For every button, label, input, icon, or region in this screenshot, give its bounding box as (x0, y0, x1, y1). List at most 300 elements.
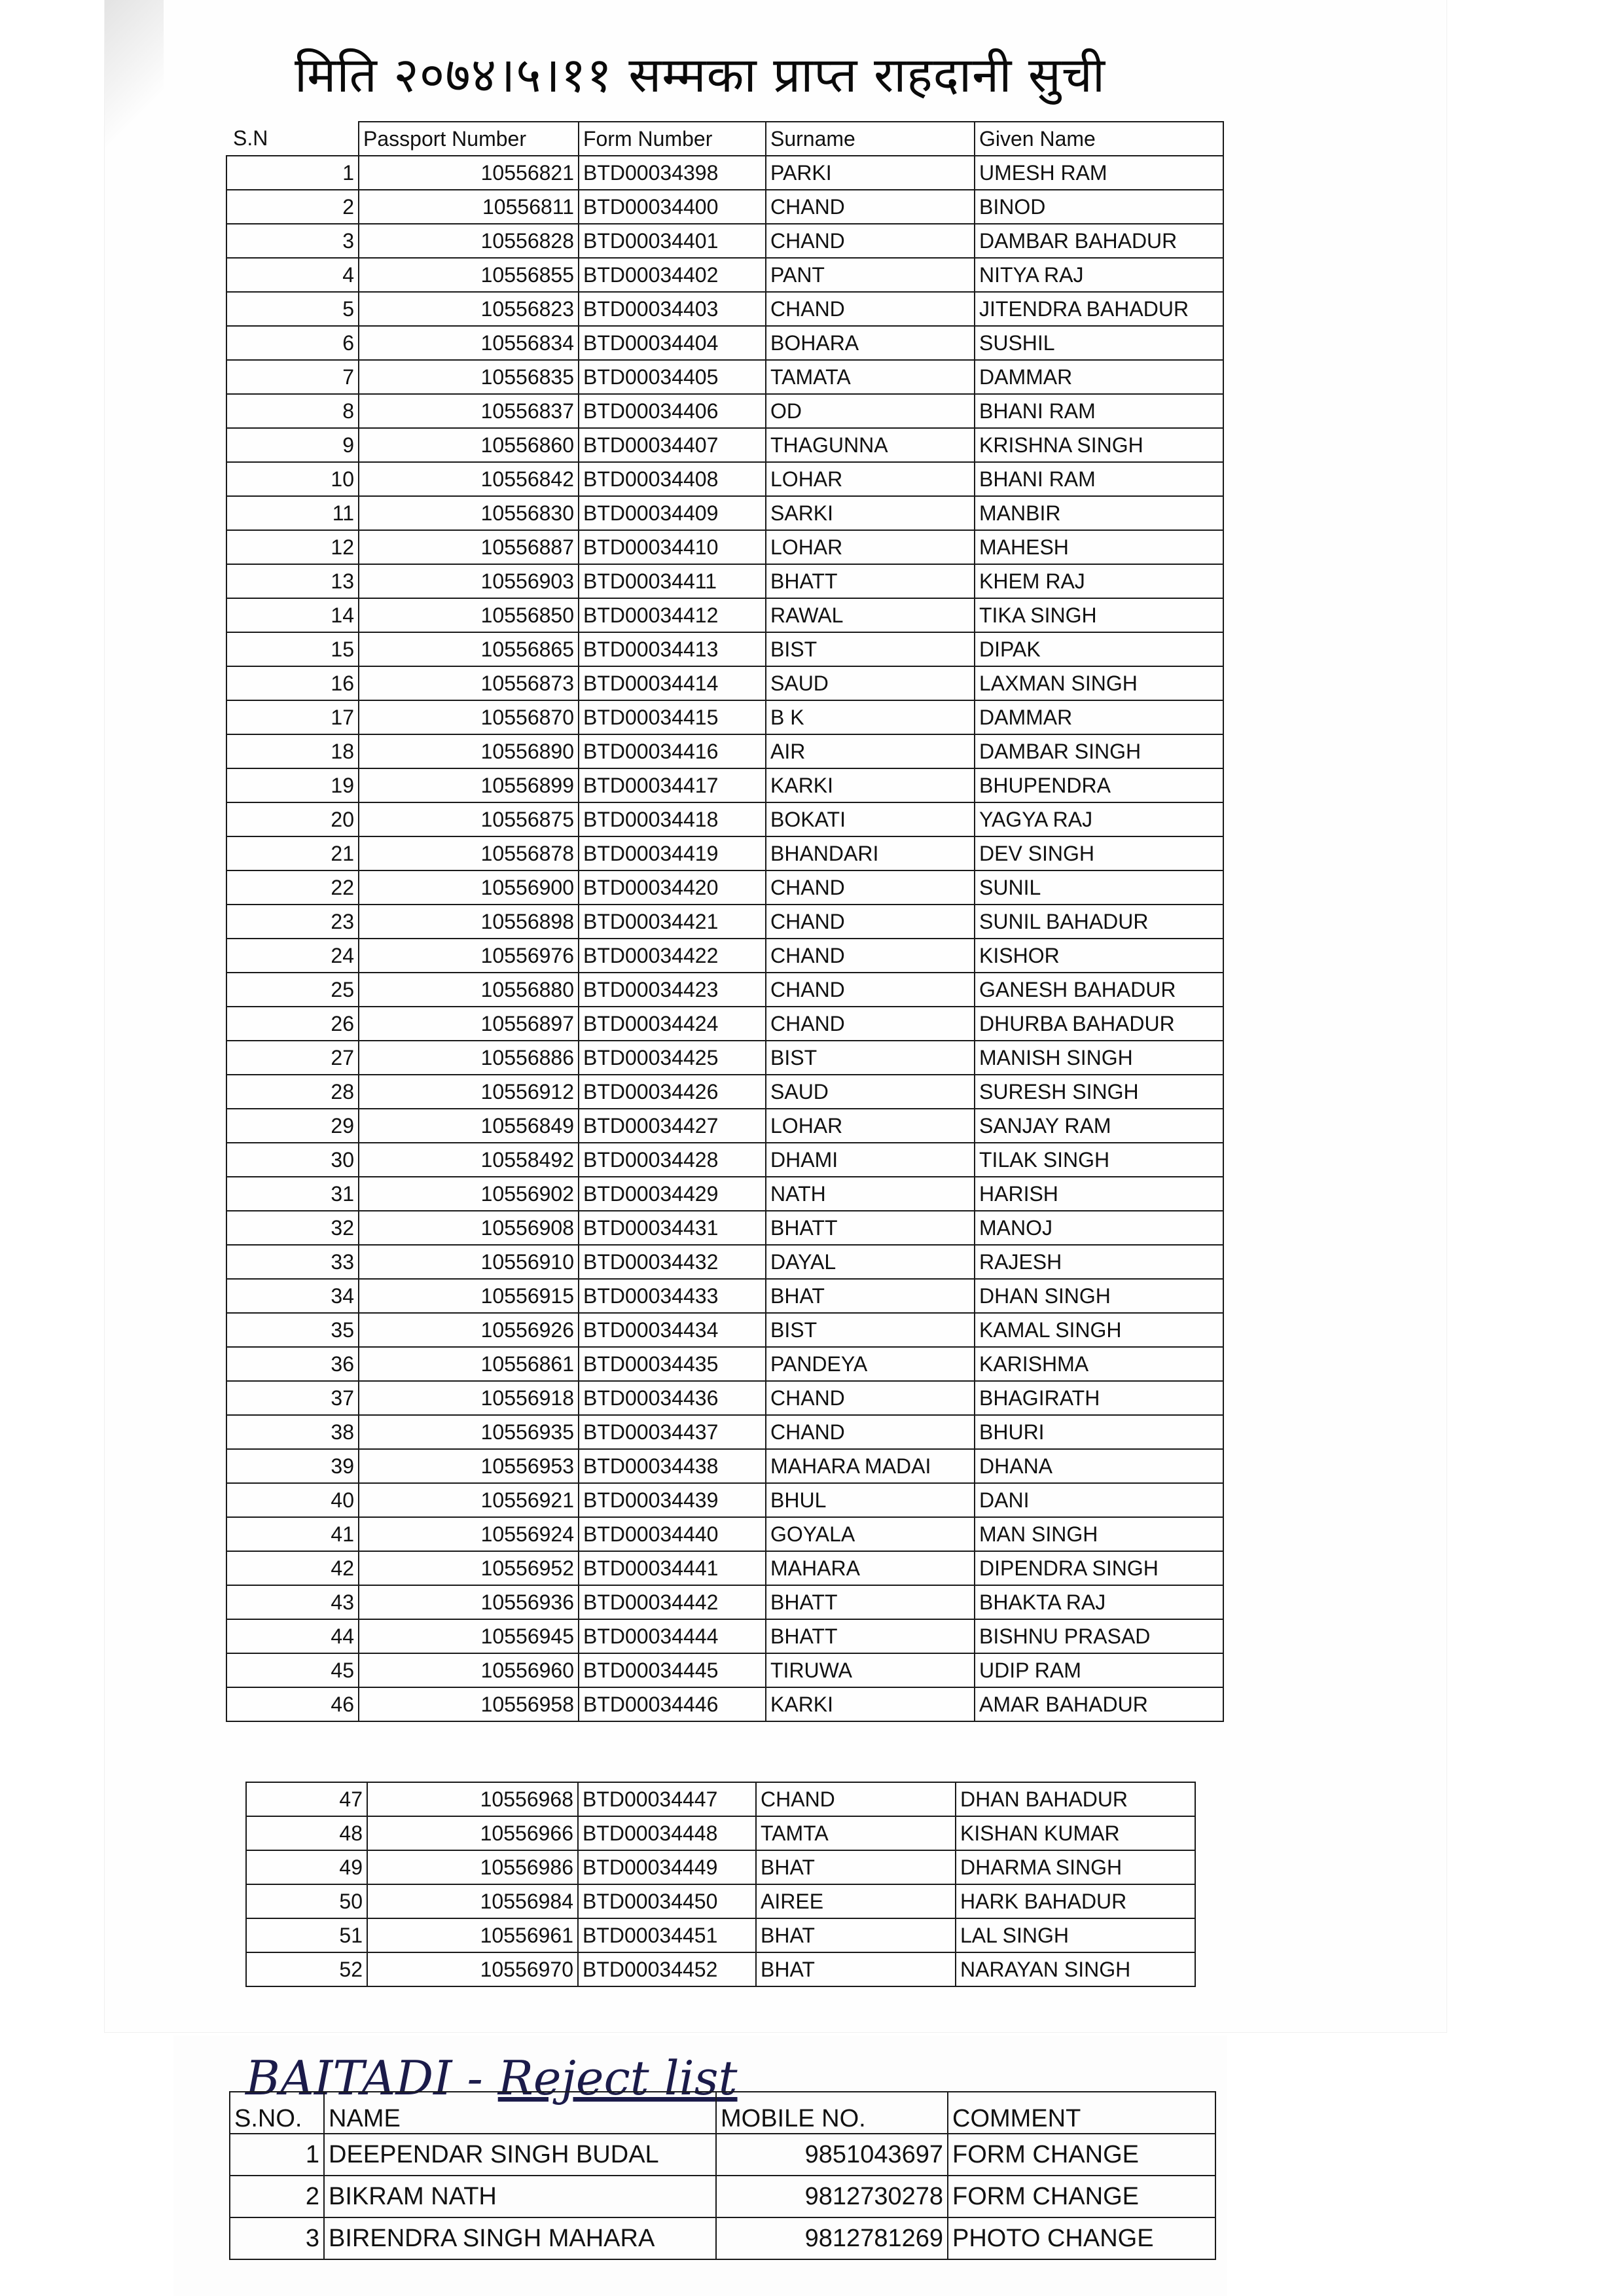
cell-surname: DHAMI (766, 1143, 975, 1177)
cell-form-number: BTD00034435 (579, 1347, 766, 1381)
cell-form-number: BTD00034449 (578, 1850, 756, 1884)
cell-given-name: NITYA RAJ (975, 258, 1223, 292)
handwritten-separator: - (452, 2051, 498, 2106)
cell-passport-number: 10556898 (359, 905, 579, 939)
cell-form-number: BTD00034419 (579, 836, 766, 870)
cell-sn: 50 (246, 1884, 367, 1918)
cell-sn: 48 (246, 1816, 367, 1850)
cell-passport-number: 10556924 (359, 1517, 579, 1551)
cell-form-number: BTD00034411 (579, 564, 766, 598)
cell-form-number: BTD00034423 (579, 973, 766, 1007)
cell-passport-number: 10558492 (359, 1143, 579, 1177)
cell-surname: RAWAL (766, 598, 975, 632)
header-surname: Surname (766, 122, 975, 156)
cell-passport-number: 10556850 (359, 598, 579, 632)
cell-form-number: BTD00034414 (579, 666, 766, 700)
cell-given-name: BHURI (975, 1415, 1223, 1449)
cell-passport-number: 10556887 (359, 530, 579, 564)
cell-surname: CHAND (766, 905, 975, 939)
cell-passport-number: 10556861 (359, 1347, 579, 1381)
table-row (226, 768, 1223, 802)
page-title: मिति २०७४।५।११ सम्मका प्राप्त राहदानी सुची (295, 47, 1106, 103)
cell-passport-number: 10556912 (359, 1075, 579, 1109)
table-row (226, 802, 1223, 836)
cell-given-name: MANISH SINGH (975, 1041, 1223, 1075)
cell-surname: OD (766, 394, 975, 428)
cell-surname: AIR (766, 734, 975, 768)
cell-form-number: BTD00034444 (579, 1619, 766, 1653)
cell-surname: MAHARA (766, 1551, 975, 1585)
cell-given-name: SUNIL (975, 870, 1223, 905)
table-row (226, 1551, 1223, 1585)
cell-sn: 27 (226, 1041, 359, 1075)
cell-passport-number: 10556926 (359, 1313, 579, 1347)
cell-sn: 18 (226, 734, 359, 768)
cell-given-name: MANBIR (975, 496, 1223, 530)
cell-form-number: BTD00034415 (579, 700, 766, 734)
cell-surname: MAHARA MADAI (766, 1449, 975, 1483)
cell-given-name: LAL SINGH (956, 1918, 1195, 1952)
table-row (230, 2134, 1215, 2176)
table-row (226, 666, 1223, 700)
cell-given-name: BISHNU PRASAD (975, 1619, 1223, 1653)
table-row (226, 258, 1223, 292)
cell-sn: 33 (226, 1245, 359, 1279)
table-row (230, 2176, 1215, 2217)
cell-given-name: TIKA SINGH (975, 598, 1223, 632)
cell-sn: 3 (226, 224, 359, 258)
table-row (226, 156, 1223, 190)
cell-given-name: SANJAY RAM (975, 1109, 1223, 1143)
cell-sn: 42 (226, 1551, 359, 1585)
cell-sn: 11 (226, 496, 359, 530)
cell-sn: 41 (226, 1517, 359, 1551)
table-row (226, 1653, 1223, 1687)
cell-given-name: DHAN BAHADUR (956, 1782, 1195, 1816)
cell-given-name: DIPENDRA SINGH (975, 1551, 1223, 1585)
header-form-number: Form Number (579, 122, 766, 156)
cell-given-name: KHEM RAJ (975, 564, 1223, 598)
cell-surname: PARKI (766, 156, 975, 190)
reject-table-body (230, 2134, 1215, 2259)
cell-sn: 43 (226, 1585, 359, 1619)
reject-cell-sn: 3 (230, 2217, 324, 2259)
cell-passport-number: 10556902 (359, 1177, 579, 1211)
cell-given-name: DAMBAR SINGH (975, 734, 1223, 768)
cell-given-name: UDIP RAM (975, 1653, 1223, 1687)
table-row (226, 1075, 1223, 1109)
cell-passport-number: 10556865 (359, 632, 579, 666)
reject-cell-name: DEEPENDAR SINGH BUDAL (324, 2134, 716, 2176)
cell-sn: 14 (226, 598, 359, 632)
table-row (226, 632, 1223, 666)
cell-given-name: KISHOR (975, 939, 1223, 973)
cell-form-number: BTD00034420 (579, 870, 766, 905)
table-row (246, 1850, 1195, 1884)
cell-passport-number: 10556935 (359, 1415, 579, 1449)
table-row (226, 905, 1223, 939)
table-row (246, 1782, 1195, 1816)
cell-surname: SAUD (766, 666, 975, 700)
cell-passport-number: 10556960 (359, 1653, 579, 1687)
cell-surname: PANDEYA (766, 1347, 975, 1381)
cell-sn: 8 (226, 394, 359, 428)
cell-surname: BOHARA (766, 326, 975, 360)
table-row (226, 1211, 1223, 1245)
table-row (226, 1517, 1223, 1551)
cell-passport-number: 10556842 (359, 462, 579, 496)
table-row (226, 1313, 1223, 1347)
cell-form-number: BTD00034431 (579, 1211, 766, 1245)
cell-surname: BHAT (756, 1850, 956, 1884)
cell-sn: 36 (226, 1347, 359, 1381)
cell-sn: 38 (226, 1415, 359, 1449)
cell-form-number: BTD00034401 (579, 224, 766, 258)
header-passport-number: Passport Number (359, 122, 579, 156)
cell-form-number: BTD00034422 (579, 939, 766, 973)
table-row (226, 700, 1223, 734)
cell-surname: TIRUWA (766, 1653, 975, 1687)
cell-form-number: BTD00034416 (579, 734, 766, 768)
reject-cell-comment: PHOTO CHANGE (948, 2217, 1215, 2259)
cell-given-name: KRISHNA SINGH (975, 428, 1223, 462)
cell-passport-number: 10556823 (359, 292, 579, 326)
cell-sn: 5 (226, 292, 359, 326)
cell-surname: KARKI (766, 768, 975, 802)
table-row (246, 1816, 1195, 1850)
cell-given-name: DAMMAR (975, 700, 1223, 734)
cell-sn: 17 (226, 700, 359, 734)
cell-sn: 52 (246, 1952, 367, 1986)
cell-surname: SAUD (766, 1075, 975, 1109)
cell-given-name: LAXMAN SINGH (975, 666, 1223, 700)
cell-given-name: YAGYA RAJ (975, 802, 1223, 836)
cell-sn: 32 (226, 1211, 359, 1245)
cell-passport-number: 10556952 (359, 1551, 579, 1585)
cell-passport-number: 10556910 (359, 1245, 579, 1279)
cell-given-name: HARK BAHADUR (956, 1884, 1195, 1918)
reject-cell-name: BIKRAM NATH (324, 2176, 716, 2217)
cell-surname: BHATT (766, 1211, 975, 1245)
cell-surname: BIST (766, 1041, 975, 1075)
cell-sn: 46 (226, 1687, 359, 1721)
cell-given-name: DHARMA SINGH (956, 1850, 1195, 1884)
cell-passport-number: 10556835 (359, 360, 579, 394)
cell-sn: 47 (246, 1782, 367, 1816)
cell-given-name: DAMMAR (975, 360, 1223, 394)
cell-given-name: BHANI RAM (975, 394, 1223, 428)
cell-passport-number: 10556903 (359, 564, 579, 598)
cell-form-number: BTD00034450 (578, 1884, 756, 1918)
cell-sn: 28 (226, 1075, 359, 1109)
cell-passport-number: 10556878 (359, 836, 579, 870)
cell-passport-number: 10556837 (359, 394, 579, 428)
cell-sn: 30 (226, 1143, 359, 1177)
cell-surname: BHATT (766, 1585, 975, 1619)
table-row (226, 1007, 1223, 1041)
cell-form-number: BTD00034440 (579, 1517, 766, 1551)
cell-passport-number: 10556976 (359, 939, 579, 973)
cell-sn: 1 (226, 156, 359, 190)
cell-surname: CHAND (756, 1782, 956, 1816)
cell-form-number: BTD00034429 (579, 1177, 766, 1211)
table-row (226, 224, 1223, 258)
cell-sn: 19 (226, 768, 359, 802)
reject-header-sn: S.NO. (230, 2092, 324, 2134)
cell-passport-number: 10556968 (367, 1782, 578, 1816)
cell-given-name: SUSHIL (975, 326, 1223, 360)
cell-sn: 15 (226, 632, 359, 666)
cell-given-name: DHANA (975, 1449, 1223, 1483)
cell-passport-number: 10556953 (359, 1449, 579, 1483)
cell-form-number: BTD00034432 (579, 1245, 766, 1279)
passport-table-continuation (245, 1782, 1196, 1987)
cell-passport-number: 10556897 (359, 1007, 579, 1041)
cell-sn: 12 (226, 530, 359, 564)
cell-passport-number: 10556970 (367, 1952, 578, 1986)
cell-sn: 10 (226, 462, 359, 496)
table-row (226, 462, 1223, 496)
table-row (226, 1687, 1223, 1721)
table-row (226, 1619, 1223, 1653)
reject-cell-mobile: 9812781269 (716, 2217, 948, 2259)
cell-passport-number: 10556860 (359, 428, 579, 462)
cell-passport-number: 10556849 (359, 1109, 579, 1143)
header-given-name: Given Name (975, 122, 1223, 156)
cell-surname: BIST (766, 1313, 975, 1347)
table-row (226, 870, 1223, 905)
cell-surname: LOHAR (766, 462, 975, 496)
cell-surname: BHAT (756, 1952, 956, 1986)
cell-surname: CHAND (766, 939, 975, 973)
table-row (226, 1177, 1223, 1211)
cell-passport-number: 10556961 (367, 1918, 578, 1952)
cell-passport-number: 10556855 (359, 258, 579, 292)
cell-passport-number: 10556821 (359, 156, 579, 190)
cell-given-name: DAMBAR BAHADUR (975, 224, 1223, 258)
cell-sn: 16 (226, 666, 359, 700)
table-row (226, 190, 1223, 224)
cell-given-name: AMAR BAHADUR (975, 1687, 1223, 1721)
handwritten-district: BAITADI (245, 2051, 452, 2106)
reject-cell-comment: FORM CHANGE (948, 2134, 1215, 2176)
cell-surname: CHAND (766, 224, 975, 258)
table-row (226, 973, 1223, 1007)
table-row (226, 1449, 1223, 1483)
cell-given-name: DHURBA BAHADUR (975, 1007, 1223, 1041)
cell-passport-number: 10556811 (359, 190, 579, 224)
cell-sn: 4 (226, 258, 359, 292)
cell-surname: CHAND (766, 292, 975, 326)
cell-sn: 20 (226, 802, 359, 836)
cell-form-number: BTD00034445 (579, 1653, 766, 1687)
continuation-table-body (246, 1782, 1195, 1986)
cell-surname: DAYAL (766, 1245, 975, 1279)
cell-form-number: BTD00034439 (579, 1483, 766, 1517)
cell-surname: BHAT (756, 1918, 956, 1952)
table-row (226, 939, 1223, 973)
cell-form-number: BTD00034425 (579, 1041, 766, 1075)
cell-form-number: BTD00034408 (579, 462, 766, 496)
cell-given-name: DEV SINGH (975, 836, 1223, 870)
cell-sn: 37 (226, 1381, 359, 1415)
cell-passport-number: 10556890 (359, 734, 579, 768)
cell-form-number: BTD00034436 (579, 1381, 766, 1415)
cell-passport-number: 10556921 (359, 1483, 579, 1517)
folded-corner-shadow (105, 0, 164, 157)
table-row (226, 1143, 1223, 1177)
reject-cell-mobile: 9812730278 (716, 2176, 948, 2217)
table-row (226, 530, 1223, 564)
cell-sn: 2 (226, 190, 359, 224)
cell-form-number: BTD00034442 (579, 1585, 766, 1619)
cell-surname: THAGUNNA (766, 428, 975, 462)
table-row (226, 1483, 1223, 1517)
handwritten-reject-list: Reject list (497, 2051, 738, 2106)
cell-form-number: BTD00034398 (579, 156, 766, 190)
cell-sn: 6 (226, 326, 359, 360)
cell-given-name: BHAGIRATH (975, 1381, 1223, 1415)
cell-passport-number: 10556908 (359, 1211, 579, 1245)
table-row (226, 292, 1223, 326)
cell-passport-number: 10556886 (359, 1041, 579, 1075)
cell-passport-number: 10556945 (359, 1619, 579, 1653)
table-row (226, 1109, 1223, 1143)
reject-header-comment: COMMENT (948, 2092, 1215, 2134)
cell-surname: BIST (766, 632, 975, 666)
reject-cell-sn: 1 (230, 2134, 324, 2176)
cell-given-name: KARISHMA (975, 1347, 1223, 1381)
cell-form-number: BTD00034407 (579, 428, 766, 462)
cell-sn: 13 (226, 564, 359, 598)
cell-passport-number: 10556958 (359, 1687, 579, 1721)
cell-passport-number: 10556915 (359, 1279, 579, 1313)
table-row (226, 1585, 1223, 1619)
cell-form-number: BTD00034447 (578, 1782, 756, 1816)
cell-surname: BHATT (766, 1619, 975, 1653)
cell-passport-number: 10556834 (359, 326, 579, 360)
cell-surname: CHAND (766, 1415, 975, 1449)
cell-surname: B K (766, 700, 975, 734)
cell-given-name: MAHESH (975, 530, 1223, 564)
cell-sn: 40 (226, 1483, 359, 1517)
table-row (226, 734, 1223, 768)
cell-given-name: SURESH SINGH (975, 1075, 1223, 1109)
cell-form-number: BTD00034434 (579, 1313, 766, 1347)
cell-given-name: RAJESH (975, 1245, 1223, 1279)
cell-given-name: MAN SINGH (975, 1517, 1223, 1551)
cell-surname: AIREE (756, 1884, 956, 1918)
cell-passport-number: 10556828 (359, 224, 579, 258)
reject-header-name: NAME (324, 2092, 716, 2134)
cell-given-name: NARAYAN SINGH (956, 1952, 1195, 1986)
cell-given-name: BINOD (975, 190, 1223, 224)
cell-form-number: BTD00034418 (579, 802, 766, 836)
cell-form-number: BTD00034451 (578, 1918, 756, 1952)
cell-given-name: BHANI RAM (975, 462, 1223, 496)
cell-surname: CHAND (766, 1007, 975, 1041)
cell-form-number: BTD00034405 (579, 360, 766, 394)
cell-form-number: BTD00034448 (578, 1816, 756, 1850)
cell-form-number: BTD00034446 (579, 1687, 766, 1721)
cell-form-number: BTD00034421 (579, 905, 766, 939)
cell-sn: 25 (226, 973, 359, 1007)
cell-form-number: BTD00034410 (579, 530, 766, 564)
cell-surname: TAMATA (766, 360, 975, 394)
cell-sn: 24 (226, 939, 359, 973)
cell-sn: 45 (226, 1653, 359, 1687)
cell-surname: GOYALA (766, 1517, 975, 1551)
cell-passport-number: 10556873 (359, 666, 579, 700)
cell-passport-number: 10556918 (359, 1381, 579, 1415)
cell-given-name: DANI (975, 1483, 1223, 1517)
cell-sn: 35 (226, 1313, 359, 1347)
cell-form-number: BTD00034402 (579, 258, 766, 292)
table-row (226, 1381, 1223, 1415)
table-row (246, 1918, 1195, 1952)
cell-sn: 49 (246, 1850, 367, 1884)
cell-given-name: MANOJ (975, 1211, 1223, 1245)
cell-given-name: BHAKTA RAJ (975, 1585, 1223, 1619)
cell-form-number: BTD00034437 (579, 1415, 766, 1449)
cell-surname: BOKATI (766, 802, 975, 836)
table-row (226, 1279, 1223, 1313)
table-row (226, 1415, 1223, 1449)
reject-header-row (230, 2092, 1215, 2134)
cell-given-name: JITENDRA BAHADUR (975, 292, 1223, 326)
cell-surname: PANT (766, 258, 975, 292)
cell-form-number: BTD00034412 (579, 598, 766, 632)
cell-given-name: GANESH BAHADUR (975, 973, 1223, 1007)
cell-passport-number: 10556899 (359, 768, 579, 802)
cell-surname: CHAND (766, 190, 975, 224)
cell-surname: BHATT (766, 564, 975, 598)
cell-sn: 34 (226, 1279, 359, 1313)
reject-cell-comment: FORM CHANGE (948, 2176, 1215, 2217)
cell-form-number: BTD00034428 (579, 1143, 766, 1177)
header-sn: S.N (233, 126, 268, 150)
cell-passport-number: 10556830 (359, 496, 579, 530)
cell-sn: 39 (226, 1449, 359, 1483)
cell-passport-number: 10556880 (359, 973, 579, 1007)
cell-form-number: BTD00034441 (579, 1551, 766, 1585)
cell-form-number: BTD00034413 (579, 632, 766, 666)
cell-given-name: UMESH RAM (975, 156, 1223, 190)
cell-form-number: BTD00034438 (579, 1449, 766, 1483)
cell-sn: 44 (226, 1619, 359, 1653)
cell-passport-number: 10556936 (359, 1585, 579, 1619)
cell-form-number: BTD00034417 (579, 768, 766, 802)
cell-surname: KARKI (766, 1687, 975, 1721)
cell-form-number: BTD00034424 (579, 1007, 766, 1041)
cell-passport-number: 10556870 (359, 700, 579, 734)
table-header-row (226, 122, 1223, 156)
cell-passport-number: 10556984 (367, 1884, 578, 1918)
cell-sn: 29 (226, 1109, 359, 1143)
cell-sn: 21 (226, 836, 359, 870)
cell-form-number: BTD00034433 (579, 1279, 766, 1313)
table-row (226, 1245, 1223, 1279)
cell-surname: CHAND (766, 973, 975, 1007)
cell-sn: 51 (246, 1918, 367, 1952)
table-row (226, 428, 1223, 462)
cell-given-name: DHAN SINGH (975, 1279, 1223, 1313)
cell-passport-number: 10556986 (367, 1850, 578, 1884)
cell-given-name: TILAK SINGH (975, 1143, 1223, 1177)
cell-sn: 9 (226, 428, 359, 462)
cell-given-name: BHUPENDRA (975, 768, 1223, 802)
reject-cell-sn: 2 (230, 2176, 324, 2217)
